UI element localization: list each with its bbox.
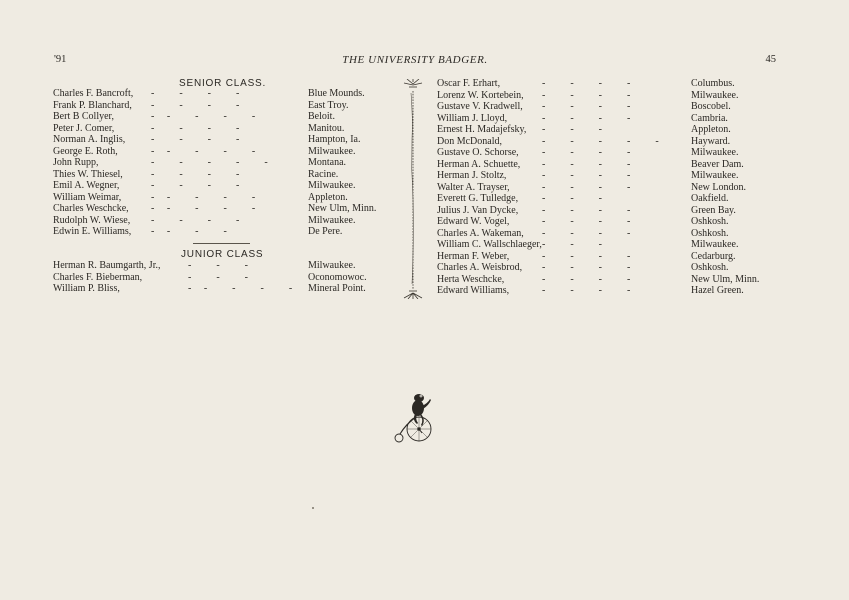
dot-leader: - - - - [151, 168, 240, 180]
list-item [53, 180, 383, 192]
hometown: Blue Mounds. [308, 88, 365, 99]
hometown: Montana. [308, 157, 347, 168]
student-name: Edwin E. Williams, [53, 226, 132, 237]
dot-leader: - - - - [542, 181, 631, 193]
student-name: Charles F. Bancroft, [53, 88, 134, 99]
hometown: Oconomowoc. [308, 271, 367, 283]
frog-bicycle-vignette [388, 386, 438, 446]
list-item [53, 88, 383, 100]
hometown: Cambria. [691, 112, 728, 124]
hometown: East Troy. [308, 99, 349, 111]
dot-leader: - - - - [542, 273, 631, 285]
hometown: De Pere. [308, 226, 343, 237]
student-name: Oscar F. Erhart, [437, 78, 501, 89]
student-name: Edward W. Vogel, [437, 216, 510, 227]
dot-leader: - - - - [151, 226, 227, 237]
dot-leader: - - - - [542, 227, 631, 239]
dot-leader: - - - - [151, 214, 240, 226]
list-item [437, 147, 777, 159]
dot-leader: - - - - [151, 134, 240, 145]
hometown: Oshkosh. [691, 227, 729, 239]
dot-leader: - - - [542, 124, 602, 135]
student-name: William P. Bliss, [53, 283, 120, 294]
list-item [437, 285, 777, 297]
dot-leader: - - - - [542, 170, 631, 181]
dot-leader: - - - - - [151, 191, 256, 203]
student-name: Charles Weschcke, [53, 203, 129, 214]
dot-leader: - - - - [542, 158, 631, 170]
list-item [437, 78, 777, 90]
list-item [53, 123, 383, 135]
hometown: Hayward. [691, 135, 731, 147]
hometown: Milwaukee. [691, 89, 739, 101]
dot-leader: - - - - [542, 216, 631, 227]
student-name: Walter A. Trayser, [437, 181, 510, 193]
section-rule [193, 243, 250, 244]
header-title: THE UNIVERSITY BADGER. [342, 54, 488, 66]
student-name: William J. Lloyd, [437, 112, 508, 124]
hometown: Beaver Dam. [691, 158, 744, 170]
dot-leader: - - - - [542, 112, 631, 124]
student-name: Bert B Collyer, [53, 111, 114, 122]
dot-leader: - - - - [151, 88, 240, 99]
dot-leader: - - - - [542, 78, 631, 89]
dot-leader: - - - - - [151, 157, 268, 168]
junior-class-list [53, 260, 383, 295]
list-item [53, 192, 383, 204]
student-name: Everett G. Tulledge, [437, 193, 519, 204]
hometown: New London. [691, 181, 746, 193]
hometown: Mineral Point. [308, 283, 366, 294]
student-name: Norman A. Inglis, [53, 134, 126, 145]
student-name: Lorenz W. Kortebein, [437, 89, 524, 101]
hometown: Milwaukee. [691, 147, 739, 158]
hometown: Milwaukee. [308, 214, 356, 226]
list-item [437, 205, 777, 217]
junior-class-heading: JUNIOR CLASS [181, 249, 264, 260]
student-name: Rudolph W. Wiese, [53, 214, 131, 226]
page-number: 45 [765, 54, 776, 65]
student-name: Ernest H. Madajefsky, [437, 124, 527, 135]
student-name: Frank P. Blanchard, [53, 99, 132, 111]
list-item [437, 170, 777, 182]
hometown: Beloit. [308, 111, 335, 122]
list-item [53, 272, 383, 284]
dot-leader: - - - - [542, 250, 631, 262]
student-name: William C. Wallschlaeger, [437, 239, 542, 250]
list-item [53, 169, 383, 181]
student-name: Thies W. Thiesel, [53, 168, 123, 180]
dot-leader: - - - - [542, 262, 631, 273]
dot-leader: - - - - [151, 99, 240, 111]
student-name: Herta Weschcke, [437, 273, 505, 285]
list-item [437, 136, 777, 148]
list-item [437, 113, 777, 125]
student-name: Peter J. Comer, [53, 122, 115, 134]
hometown: Oshkosh. [691, 216, 729, 227]
student-name: George E. Roth, [53, 145, 118, 157]
dot-leader: - - - - [542, 285, 631, 296]
hometown: Hampton, Ia. [308, 134, 361, 145]
hometown: Milwaukee. [308, 260, 356, 271]
hometown: Green Bay. [691, 204, 736, 216]
hometown: Appleton. [308, 191, 348, 203]
list-item [53, 215, 383, 227]
dot-leader: - - - - [542, 204, 631, 216]
list-item [437, 182, 777, 194]
list-item [437, 274, 777, 286]
student-name: Charles A. Wakeman, [437, 227, 524, 239]
list-item [437, 90, 777, 102]
list-item [437, 251, 777, 263]
dot-leader: - - - - - [151, 203, 256, 214]
dot-leader: - - - [188, 260, 248, 271]
student-name: Emil A. Wegner, [53, 180, 120, 191]
student-name: Charles F. Bieberman, [53, 271, 143, 283]
running-header [54, 54, 776, 68]
list-item [437, 216, 777, 228]
hometown: Boscobel. [691, 101, 731, 112]
student-name: Herman J. Stoltz, [437, 170, 507, 181]
list-item [437, 124, 777, 136]
student-name: Julius J. Van Dycke, [437, 204, 519, 216]
list-item [53, 260, 383, 272]
dot-leader: - - - - [542, 147, 631, 158]
dot-leader: - - - - [151, 122, 240, 134]
student-name: Herman A. Schuette, [437, 158, 521, 170]
list-item [53, 134, 383, 146]
list-item [437, 239, 777, 251]
dot-leader: - - - - - [542, 135, 659, 147]
student-name: Don McDonald, [437, 135, 502, 147]
hometown: Milwaukee. [308, 180, 356, 191]
student-name: Gustave O. Schorse, [437, 147, 519, 158]
list-item [53, 100, 383, 112]
dot-leader: - - - - - [151, 145, 256, 157]
hometown: Hazel Green. [691, 285, 744, 296]
ink-speck [312, 507, 314, 509]
list-item [437, 193, 777, 205]
list-item [437, 101, 777, 113]
dot-leader: - - - - [542, 101, 631, 112]
list-item [437, 228, 777, 240]
right-class-list [437, 78, 777, 297]
senior-class-heading: SENIOR CLASS. [179, 78, 267, 89]
senior-class-list [53, 88, 383, 238]
header-year: '91 [54, 54, 67, 65]
dot-leader: - - - - [151, 180, 240, 191]
student-name: Gustave V. Kradwell, [437, 101, 523, 112]
list-item [53, 226, 383, 238]
hometown: Milwaukee. [308, 145, 356, 157]
list-item [53, 203, 383, 215]
student-name: John Rupp, [53, 157, 99, 168]
dot-leader: - - - - - [188, 283, 293, 294]
list-item [53, 157, 383, 169]
list-item [437, 262, 777, 274]
hometown: Racine. [308, 168, 339, 180]
hometown: Cedarburg. [691, 250, 736, 262]
student-name: Herman F. Weber, [437, 250, 510, 262]
hometown: Milwaukee. [691, 170, 739, 181]
hometown: New Ulm, Minn. [691, 273, 760, 285]
hometown: Manitou. [308, 122, 345, 134]
list-item [53, 111, 383, 123]
hometown: New Ulm, Minn. [308, 203, 377, 214]
hometown: Appleton. [691, 124, 731, 135]
list-item [437, 159, 777, 171]
student-name: Charles A. Weisbrod, [437, 262, 523, 273]
dot-leader: - - - [188, 271, 248, 283]
hometown: Milwaukee. [691, 239, 739, 250]
ornamental-divider [400, 79, 426, 299]
dot-leader: - - - [542, 193, 602, 204]
hometown: Oshkosh. [691, 262, 729, 273]
list-item [53, 146, 383, 158]
hometown: Columbus. [691, 78, 735, 89]
dot-leader: - - - - - [151, 111, 256, 122]
dot-leader: - - - [542, 239, 602, 250]
student-name: Edward Williams, [437, 285, 510, 296]
dot-leader: - - - - [542, 89, 631, 101]
student-name: William Weimar, [53, 191, 122, 203]
hometown: Oakfield. [691, 193, 729, 204]
student-name: Herman R. Baumgarth, Jr., [53, 260, 161, 271]
list-item [53, 283, 383, 295]
